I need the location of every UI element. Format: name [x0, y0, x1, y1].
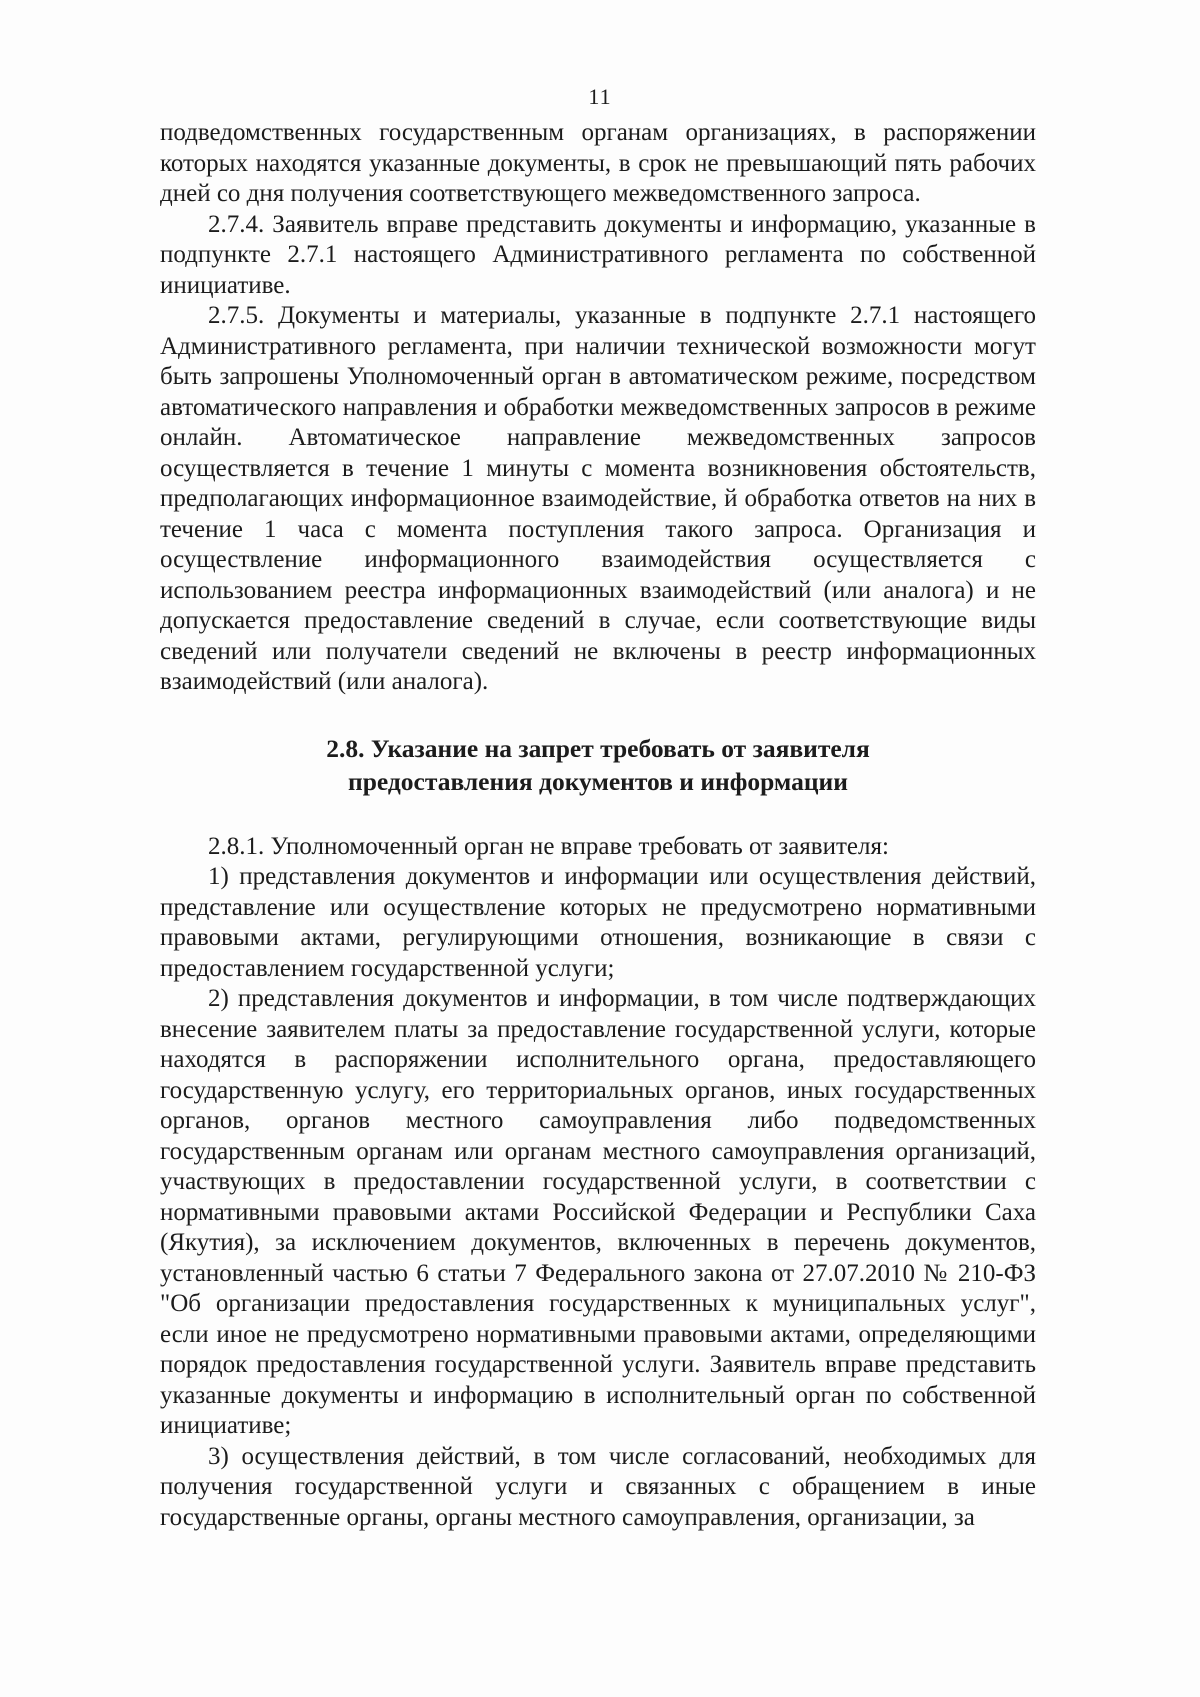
section-heading-line-2: предоставления документов и информации [348, 766, 848, 796]
paragraph-2-7-5: 2.7.5. Документы и материалы, указанные в подпункте 2.7.1 настоящего Административного регламента, при наличии технической возможности могут быть запрошены Уполномоченный орган в автоматическом режиме, посредством автоматического направления и обработки межведомственных запросов в режиме онлайн. Автоматическое направление межведомственных запросов осуществляется в течение 1 минуты с момента возникновения обстоятельств, предполагающих информационное взаимодействие, й обработка ответов на них в течение 1 часа с момента поступления такого запроса. Организация и осуществление информационного взаимодействия осуществляется с использованием реестра информационных взаимодействий (или аналога) и не допускается предоставление сведений в случае, если соответствующие виды сведений или получатели сведений не включены в реестр информационных взаимодействий (или аналога). [160, 302, 1036, 695]
list-item-3: 3) осуществления действий, в том числе согласований, необходимых для получения государственной услуги и связанных с обращением в иные государственные органы, органы местного самоуправления, организации, за [160, 1442, 1036, 1531]
section-heading-line-1: 2.8. Указание на запрет требовать от заявителя [326, 733, 870, 763]
page-number: 11 [588, 84, 612, 109]
paragraph-2-7-4: 2.7.4. Заявитель вправе представить документы и информацию, указанные в подпункте 2.7.1 настоящего Административного регламента по собственной инициативе. [160, 210, 1036, 299]
list-item-2: 2) представления документов и информации, в том числе подтверждающих внесение заявителем платы за предоставление государственной услуги, которые находятся в распоряжении исполнительного органа, предоставляющего государственную услугу, его территориальных органов, иных государственных органов, органов местного самоуправления либо подведомственных государственным органам или органам местного самоуправления организаций, участвующих в предоставлении государственной услуги, в соответствии с нормативными правовыми актами Российской Федерации и Республики Саха (Якутия), за исключением документов, включенных в перечень документов, установленный частью 6 статьи 7 Федерального закона от 27.07.2010 № 210-ФЗ "Об организации предоставления государственных к муниципальных услуг", если иное не предусмотрено нормативными правовыми актами, определяющими порядок предоставления государственной услуги. Заявитель вправе представить указанные документы и информацию в исполнительный орган по собственной инициативе; [160, 985, 1036, 1439]
section-heading [160, 732, 1036, 798]
document-body [160, 118, 1036, 1533]
list-item-1: 1) представления документов и информации или осуществления действий, представление или осуществление которых не предусмотрено нормативными правовыми актами, регулирующими отношения, возникающие в связи с предоставлением государственной услуги; [160, 863, 1036, 982]
paragraph-2-8-1: 2.8.1. Уполномоченный орган не вправе требовать от заявителя: [208, 832, 889, 860]
paragraph-continuation: подведомственных государственным органам организациях, в распоряжении которых находятся указанные документы, в срок не превышающий пять рабочих дней со дня получения соответствующего межведомственного запроса. [160, 119, 1036, 207]
